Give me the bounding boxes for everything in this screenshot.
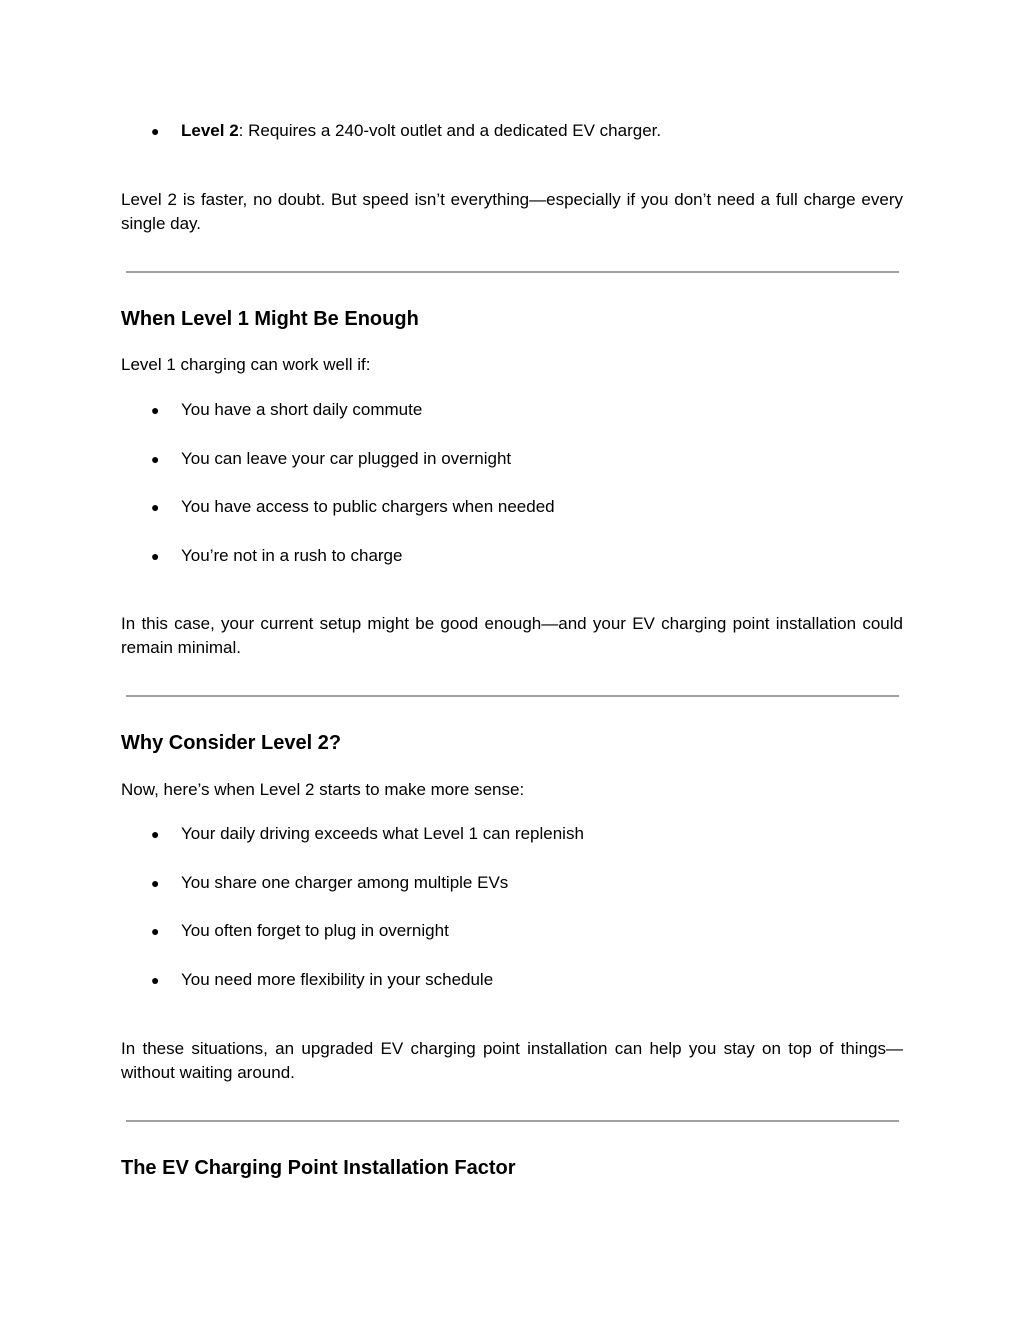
- list-item: [151, 969, 493, 991]
- list-item: [151, 545, 402, 567]
- list-item-text: You can leave your car plugged in overnight: [181, 449, 512, 468]
- list-item-text: Your daily driving exceeds what Level 1 can replenish: [181, 824, 584, 843]
- list-item-text: You often forget to plug in overnight: [181, 921, 449, 940]
- bullet-icon: ●: [151, 548, 160, 564]
- section-heading: The EV Charging Point Installation Factor: [121, 1157, 516, 1179]
- section-paragraph: In these situations, an upgraded EV charging point installation can help you stay on top of things—without waiting around.: [121, 1039, 903, 1082]
- list-item-text: You have a short daily commute: [181, 400, 423, 419]
- list-item-text: You share one charger among multiple EVs: [181, 873, 509, 892]
- list-item: [151, 872, 508, 894]
- list-item: [151, 448, 511, 470]
- list-item: [151, 399, 422, 421]
- intro-paragraph: Level 2 is faster, no doubt. But speed isn’t everything—especially if you don’t need a full charge every single day.: [121, 190, 903, 233]
- divider: [126, 695, 899, 697]
- divider: [126, 271, 899, 273]
- bullet-icon: ●: [151, 402, 160, 418]
- bullet-text: [181, 120, 661, 142]
- section-heading: When Level 1 Might Be Enough: [121, 308, 419, 330]
- list-item: [151, 823, 584, 845]
- list-item-text: You’re not in a rush to charge: [181, 546, 403, 565]
- bullet-icon: ●: [151, 826, 160, 842]
- section-lead: Now, here’s when Level 2 starts to make more sense:: [121, 780, 525, 799]
- divider: [126, 1120, 899, 1122]
- bullet-icon: ●: [151, 923, 160, 939]
- list-item: [151, 496, 555, 518]
- bold-term: Level 2: [181, 121, 239, 140]
- list-item: [151, 920, 449, 942]
- bullet-icon: ●: [151, 499, 160, 515]
- list-item-text: You need more flexibility in your schedule: [181, 970, 494, 989]
- section-lead: Level 1 charging can work well if:: [121, 355, 371, 374]
- section-paragraph: In this case, your current setup might be good enough—and your EV charging point installation could remain minimal.: [121, 614, 903, 657]
- bullet-icon: ●: [151, 451, 160, 467]
- bullet-rest: : Requires a 240-volt outlet and a dedicated EV charger.: [238, 121, 662, 140]
- bullet-icon: ●: [151, 875, 160, 891]
- list-item-text: You have access to public chargers when needed: [181, 497, 555, 516]
- level2-bullet: [151, 120, 661, 142]
- bullet-icon: ●: [151, 123, 160, 139]
- section-heading: Why Consider Level 2?: [121, 732, 342, 754]
- bullet-icon: ●: [151, 972, 160, 988]
